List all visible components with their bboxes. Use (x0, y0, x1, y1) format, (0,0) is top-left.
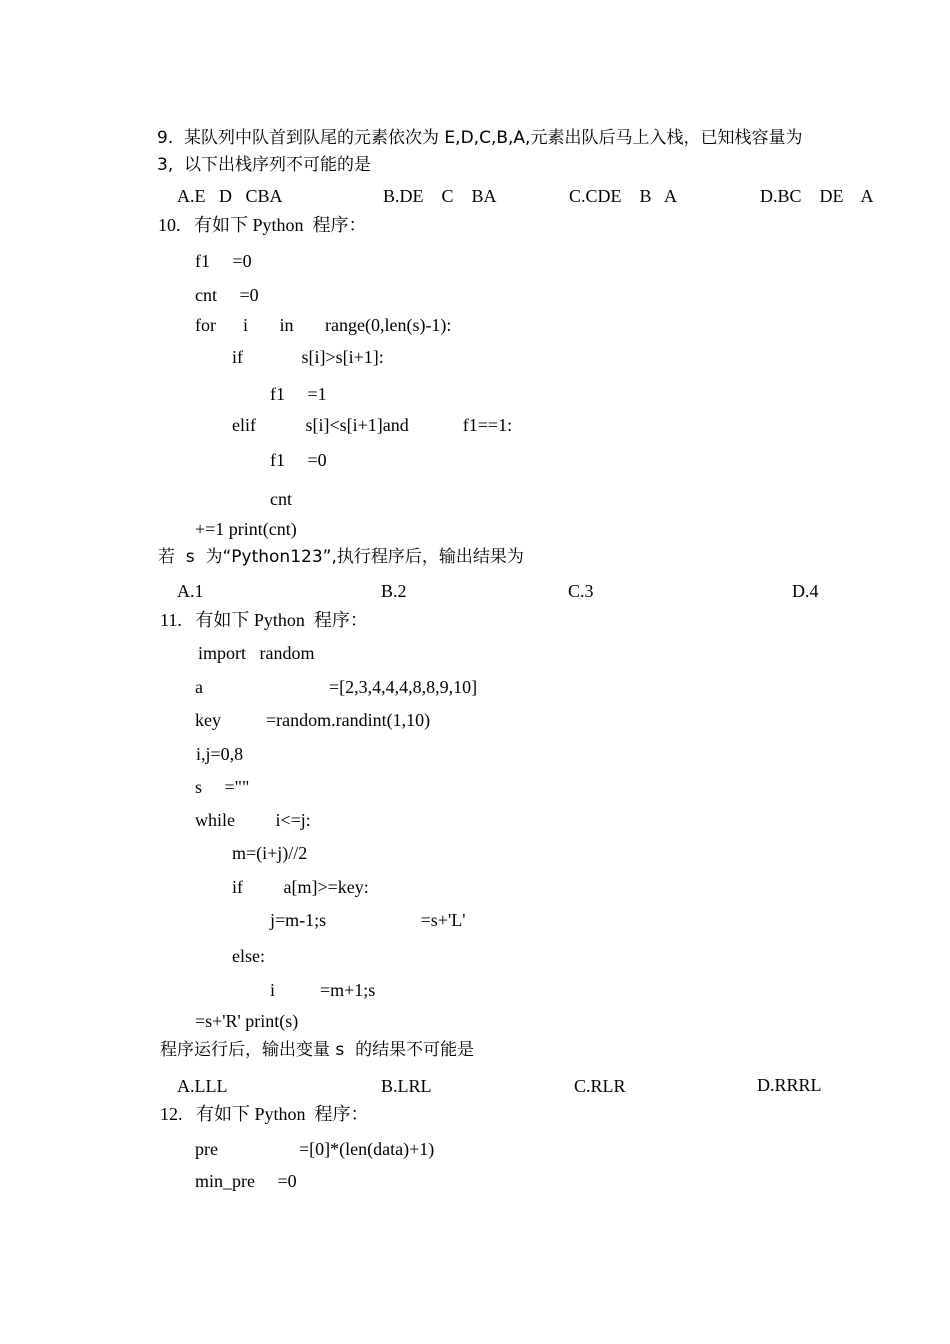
q10-option-a: A.1 (177, 581, 204, 601)
q11-code-line: key =random.randint(1,10) (195, 710, 431, 730)
q12-code-line: min_pre =0 (195, 1171, 297, 1191)
q11-option-a: A.LLL (177, 1076, 228, 1096)
q10-question: 若 s 为“Python123”,执行程序后，输出结果为 (158, 547, 524, 567)
q9-option-d: D.BC DE A (760, 186, 874, 206)
q10-option-b: B.2 (381, 581, 407, 601)
q12-code-line: pre =[0]*(len(data)+1) (195, 1139, 435, 1159)
q11-code-line: m=(i+j)//2 (232, 843, 308, 863)
q11-option-c: C.RLR (574, 1076, 626, 1096)
q10-code-line: +=1 print(cnt) (195, 519, 297, 539)
q10-code-line: elif s[i]<s[i+1]and f1==1: (232, 415, 513, 435)
q9-option-b: B.DE C BA (383, 186, 497, 206)
q11-code-line: =s+'R' print(s) (195, 1011, 299, 1031)
q11-code-line: j=m-1;s =s+'L' (270, 910, 466, 930)
q12-heading: 12. 有如下 Python 程序： (160, 1104, 369, 1124)
q11-question: 程序运行后，输出变量 s 的结果不可能是 (160, 1040, 475, 1060)
q11-code-line: i,j=0,8 (196, 744, 244, 764)
q10-code-line: for i in range(0,len(s)-1): (195, 315, 452, 335)
q9-option-c: C.CDE B A (569, 186, 678, 206)
q10-code-line: cnt (270, 489, 292, 509)
q10-heading: 10. 有如下 Python 程序： (158, 215, 367, 235)
q10-code-line: cnt =0 (195, 285, 259, 305)
q10-code-line: f1 =0 (270, 450, 327, 470)
q11-code-line: else: (232, 946, 265, 966)
q11-code-line: import random (198, 643, 315, 663)
q9-option-a: A.E D CBA (177, 186, 283, 206)
q10-option-c: C.3 (568, 581, 594, 601)
q11-code-line: i =m+1;s (270, 980, 376, 1000)
q10-code-line: if s[i]>s[i+1]: (232, 347, 384, 367)
q10-code-line: f1 =0 (195, 251, 252, 271)
q11-code-line: if a[m]>=key: (232, 877, 369, 897)
q11-option-b: B.LRL (381, 1076, 432, 1096)
q9-stem-line1: 9. 某队列中队首到队尾的元素依次为 E,D,C,B,A,元素出队后马上入栈，已知栈容量为 (157, 128, 803, 148)
q11-heading: 11. 有如下 Python 程序： (160, 610, 368, 630)
q11-option-d: D.RRRL (757, 1075, 822, 1095)
q10-option-d: D.4 (792, 581, 819, 601)
q11-code-line: a =[2,3,4,4,4,8,8,9,10] (195, 677, 478, 697)
q11-code-line: while i<=j: (195, 810, 311, 830)
q9-stem-line2: 3, 以下出栈序列不可能的是 (157, 155, 372, 175)
q11-code-line: s ="" (195, 777, 250, 797)
q10-code-line: f1 =1 (270, 384, 327, 404)
